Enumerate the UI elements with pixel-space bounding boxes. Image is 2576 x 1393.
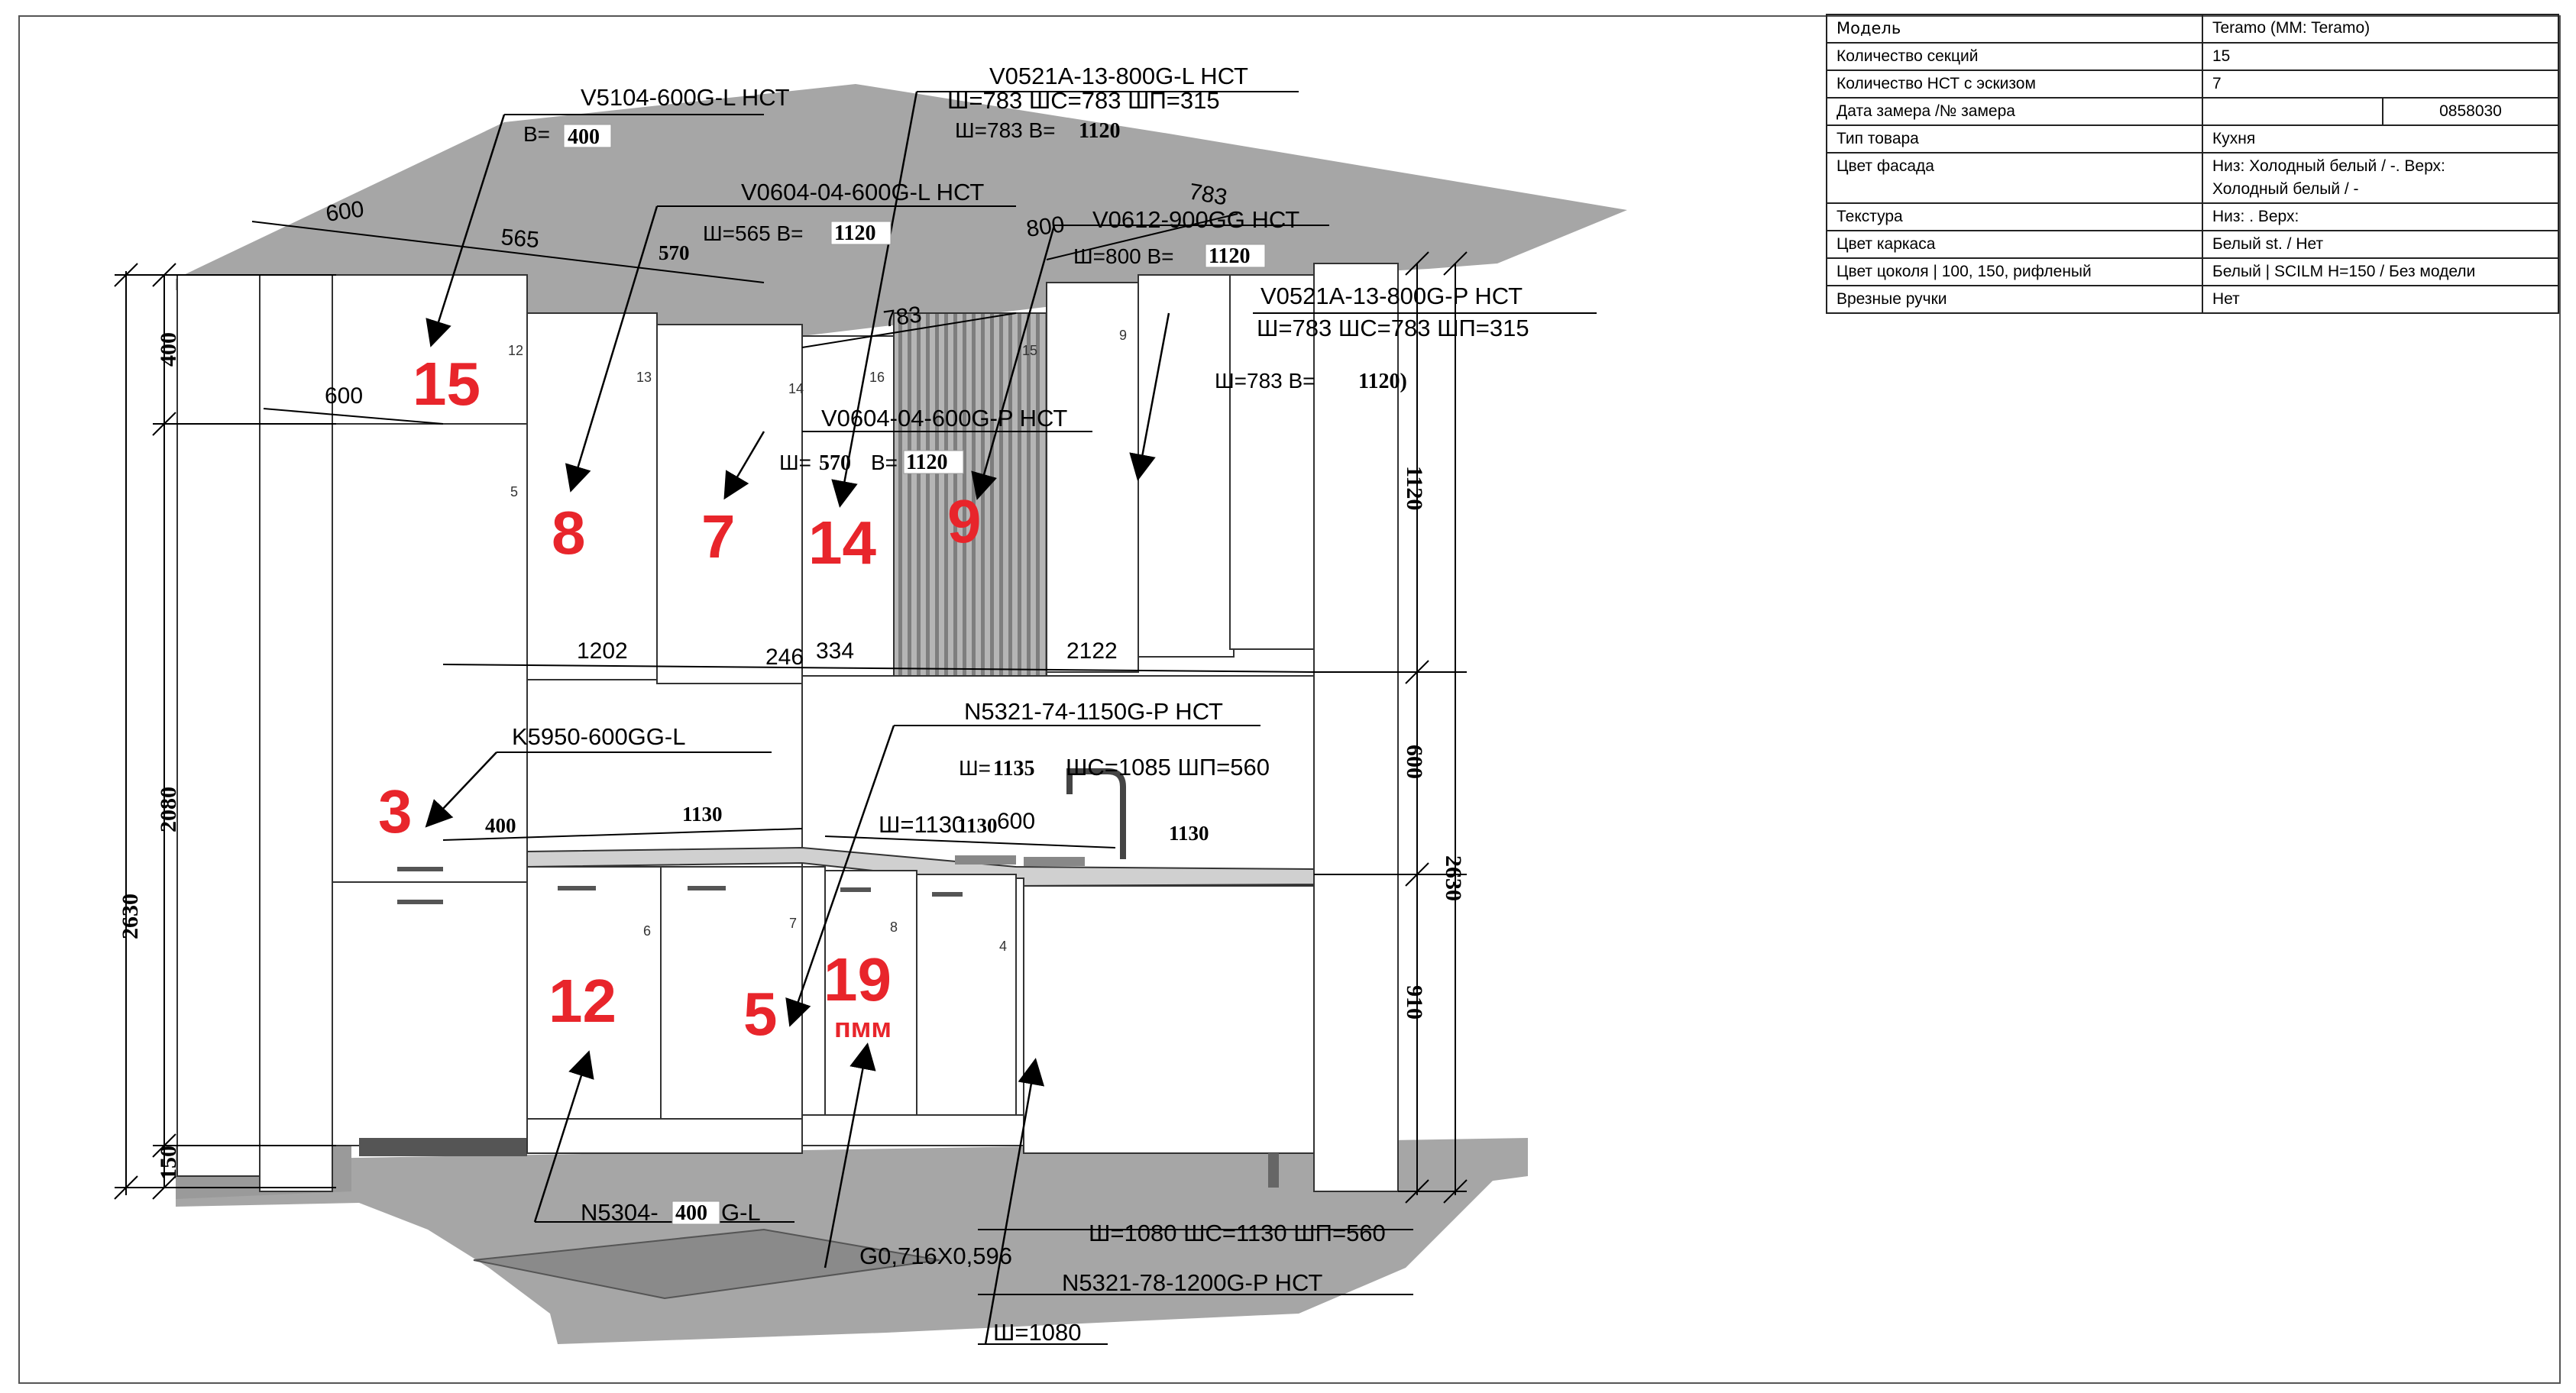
- table-cell-label: Цвет фасада: [1827, 153, 2202, 203]
- table-cell-label: Дата замера /№ замера: [1827, 98, 2202, 125]
- dimension: 1202: [577, 638, 628, 664]
- table-row: [1827, 70, 2558, 98]
- panel-number: 6: [643, 923, 652, 939]
- dimension-vertical: 400: [156, 332, 181, 367]
- cabinet-dims: Ш=800 В=: [1073, 244, 1174, 268]
- cabinet-dims-value: 1120: [1209, 244, 1251, 268]
- dimension: 783: [882, 302, 924, 332]
- cabinet-label: V5104-600G-L НСТ: [581, 84, 790, 111]
- cabinet-label: N5304-: [581, 1199, 659, 1226]
- table-cell-value: Низ: . Верх:: [2202, 203, 2558, 231]
- table-cell-value: Кухня: [2202, 125, 2558, 153]
- panel-number: 14: [788, 381, 804, 396]
- dimension: 800: [1024, 212, 1066, 242]
- section-marker: 19: [824, 945, 892, 1013]
- panel-number: 12: [508, 343, 524, 358]
- upper-cabinet-8: [527, 313, 657, 680]
- upper-cabinet-right: [1138, 275, 1234, 657]
- table-cell-label: Цвет каркаса: [1827, 231, 2202, 258]
- panel-number: 7: [789, 916, 798, 931]
- dimension-vertical: 150: [156, 1146, 181, 1180]
- table-cell-value: 15: [2202, 43, 2558, 70]
- dimension: 600: [325, 383, 364, 409]
- table-cell-value: 0858030: [2383, 98, 2558, 125]
- section-marker: 5: [743, 980, 778, 1048]
- cabinet-dims: G0,716X0,596: [859, 1243, 1012, 1269]
- base-cabinet-corner: [802, 867, 825, 1115]
- table-row: [1827, 258, 2558, 286]
- dimension: 600: [997, 809, 1036, 834]
- table-row: [1827, 286, 2558, 313]
- cabinet-dims-value: 1135: [993, 757, 1035, 781]
- table-cell-value: [2202, 153, 2558, 203]
- table-cell-label: Врезные ручки: [1827, 286, 2202, 313]
- base-cabinet-7: [661, 867, 802, 1119]
- table-row: [1827, 153, 2558, 203]
- dimension: 783: [1186, 179, 1229, 211]
- dimension: 246: [765, 645, 804, 670]
- table-cell-label: Цвет цоколя | 100, 150, рифленый: [1827, 258, 2202, 286]
- cabinet-label: V0521A-13-800G-P НСТ: [1260, 283, 1523, 309]
- dimension: 570: [659, 241, 690, 264]
- upper-cabinet-14: [802, 336, 894, 676]
- dimension: 1130: [957, 814, 998, 837]
- dimension: 334: [816, 638, 855, 664]
- handle: [688, 886, 726, 890]
- cabinet-dims-value: 400: [568, 125, 600, 149]
- dimension: 400: [485, 814, 516, 837]
- handle: [397, 867, 443, 871]
- cabinet-label: G-L: [721, 1199, 761, 1226]
- base-cabinet-sink: [1024, 886, 1314, 1153]
- cabinet-label: V0604-04-600G-P НСТ: [821, 405, 1068, 431]
- cabinet-dims: Ш=1080 ШС=1130 ШП=560: [1089, 1220, 1386, 1246]
- section-marker: 14: [808, 509, 876, 577]
- cabinet-dims: Ш=1080: [993, 1319, 1082, 1346]
- plinth: [802, 1115, 1024, 1146]
- handle: [840, 887, 871, 892]
- handle: [558, 886, 596, 890]
- cabinet-dims-value: 1120): [1358, 370, 1407, 393]
- cabinet-dims-value: 1120: [906, 451, 948, 474]
- dimension-vertical: 600: [1402, 745, 1427, 779]
- table-cell-value: [2202, 98, 2383, 125]
- table-cell-value: Нет: [2202, 286, 2558, 313]
- cabinet-dims: Ш=783 ШС=783 ШП=315: [1257, 315, 1529, 341]
- cabinet-dims-value: 1120: [1079, 119, 1121, 143]
- dimension: 2122: [1066, 638, 1118, 664]
- cabinet-label: K5950-600GG-L: [512, 723, 686, 750]
- table-cell-line: Холодный белый / -: [2212, 180, 2359, 198]
- cabinet-label: V0521A-13-800G-L НСТ: [989, 63, 1248, 89]
- panel-number: 8: [890, 920, 898, 935]
- cabinet-dims: Ш=783 В=: [955, 118, 1056, 142]
- leg: [1268, 1153, 1279, 1188]
- cabinet-dims-value: 1120: [834, 221, 876, 245]
- dimension-vertical: 2080: [156, 787, 181, 832]
- panel-number: 5: [510, 484, 519, 499]
- cabinet-dims: Ш=: [959, 756, 992, 780]
- tall-column-side: [177, 275, 261, 1176]
- table-row: [1827, 231, 2558, 258]
- base-cabinet-4: [1016, 878, 1024, 1142]
- cabinet-dims-value: 400: [675, 1201, 707, 1225]
- panel-number: 13: [636, 370, 652, 385]
- table-row: [1827, 203, 2558, 231]
- cabinet-dims-value: 570: [819, 451, 851, 475]
- table-cell-label: Текстура: [1827, 203, 2202, 231]
- cabinet-dims: ШС=1085 ШП=560: [1066, 754, 1270, 781]
- dimension: 1130: [1169, 822, 1209, 845]
- section-marker: 15: [413, 350, 481, 418]
- hob: [1024, 857, 1085, 866]
- dimension-vertical: 910: [1402, 985, 1427, 1020]
- table-cell-value: Teramo (MM: Teramo): [2202, 15, 2558, 43]
- right-column: [1314, 263, 1398, 1191]
- cabinet-label: V0604-04-600G-L НСТ: [741, 179, 985, 205]
- table-cell-line: Низ: Холодный белый / -. Верх:: [2212, 157, 2445, 175]
- dimension: 565: [500, 225, 541, 254]
- section-marker-sub: пмм: [834, 1012, 892, 1043]
- panel-number: 9: [1119, 328, 1128, 343]
- dimension-vertical: 1120: [1402, 466, 1427, 511]
- section-marker: 12: [549, 967, 616, 1035]
- section-marker: 3: [378, 777, 413, 845]
- dimension: 600: [324, 196, 366, 227]
- table-row: [1827, 15, 2558, 43]
- table-cell-label: Количество секций: [1827, 43, 2202, 70]
- table-cell-value: 7: [2202, 70, 2558, 98]
- dimension-vertical: 2630: [1441, 855, 1466, 901]
- section-marker: 7: [701, 503, 736, 570]
- plinth: [527, 1119, 802, 1153]
- plinth-vent: [359, 1138, 527, 1156]
- section-marker: 9: [947, 487, 982, 555]
- cabinet-label: N5321-74-1150G-P НСТ: [964, 698, 1223, 725]
- cabinet-dims: Ш=1130: [879, 811, 966, 838]
- dimension: 1130: [682, 803, 723, 826]
- handle: [932, 892, 963, 897]
- table-cell-label: Тип товара: [1827, 125, 2202, 153]
- cabinet-dims: Ш=565 В=: [703, 221, 804, 245]
- cabinet-dims: Ш=783 В=: [1215, 369, 1316, 393]
- panel-number: 4: [999, 939, 1008, 954]
- table-cell-label: Модель: [1827, 15, 2202, 43]
- cabinet-label: V0612-900GG НСТ: [1092, 206, 1300, 233]
- table-cell-value: Белый | SCILM H=150 / Без модели: [2202, 258, 2558, 286]
- hob: [955, 855, 1016, 865]
- panel-number: 15: [1022, 343, 1038, 358]
- table-cell-value: Белый st. / Нет: [2202, 231, 2558, 258]
- cabinet-dims: В=: [871, 451, 898, 474]
- specification-table: [1826, 14, 2559, 314]
- tall-cabinet-bottom: [332, 882, 527, 1146]
- table-cell-label: Количество НСТ с эскизом: [1827, 70, 2202, 98]
- table-row: [1827, 125, 2558, 153]
- table-row: [1827, 43, 2558, 70]
- handle: [397, 900, 443, 904]
- panel-number: 16: [869, 370, 885, 385]
- tall-cabinet-middle: [332, 424, 527, 882]
- dimension-vertical: 2630: [118, 894, 143, 939]
- cabinet-label: N5321-78-1200G-P НСТ: [1062, 1269, 1323, 1296]
- cabinet-dims: Ш=783 ШС=783 ШП=315: [947, 87, 1220, 114]
- table-row: [1827, 98, 2558, 125]
- base-cabinet-19: [917, 874, 1016, 1130]
- cabinet-dims: Ш=: [779, 451, 812, 474]
- tall-column-front: [260, 275, 332, 1191]
- section-marker: 8: [552, 499, 586, 567]
- cabinet-dims: В=: [523, 122, 551, 146]
